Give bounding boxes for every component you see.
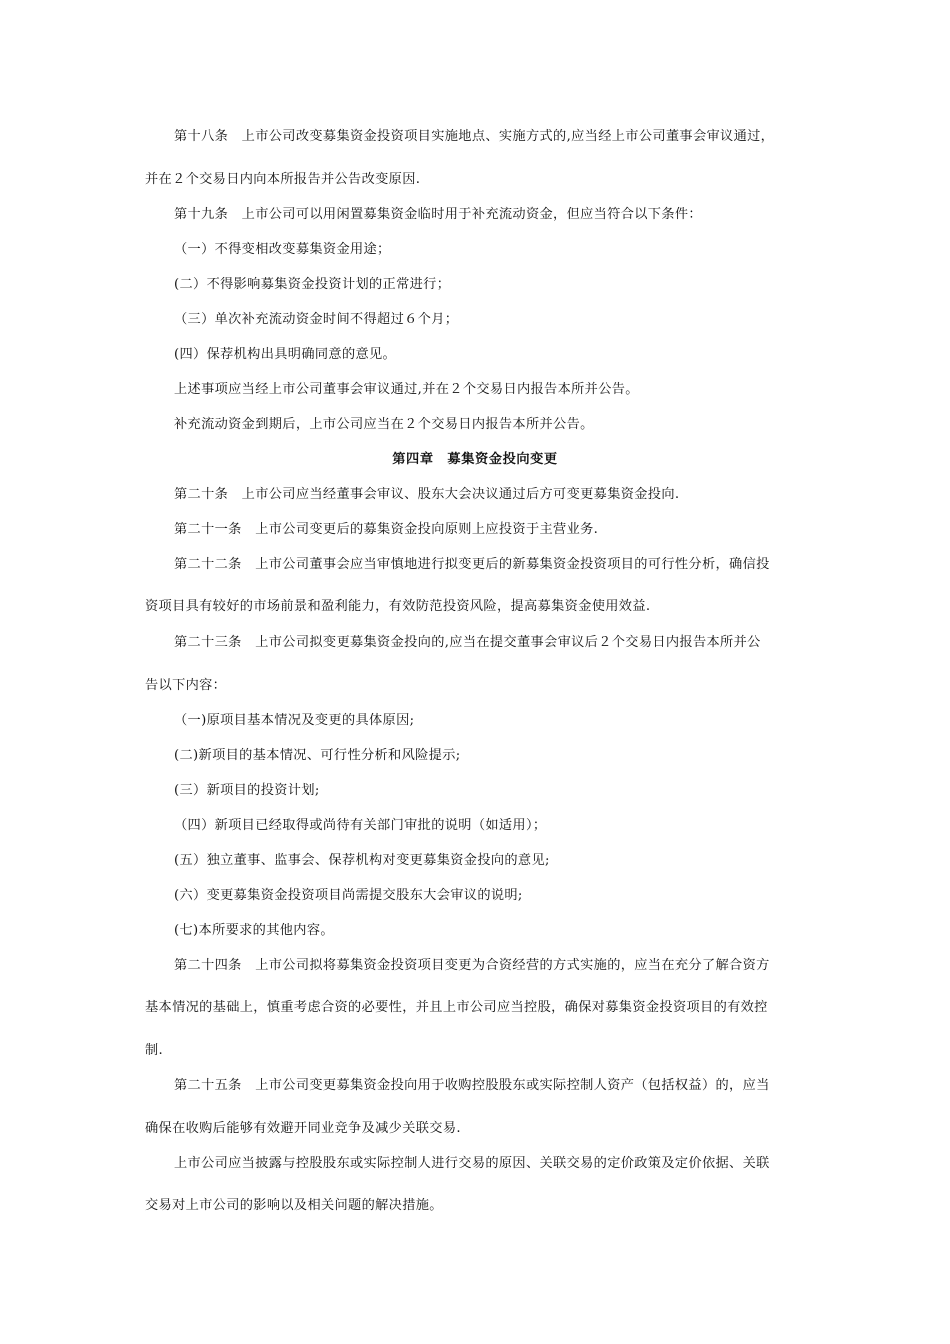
article-22-line-1: 第二十二条 上市公司董事会应当审慎地进行拟变更后的新募集资金投资项目的可行性分析，确信投 (174, 557, 770, 572)
article-19-item-2: (二）不得影响募集资金投资计划的正常进行； (174, 277, 451, 292)
article-19-item-3: （三）单次补充流动资金时间不得超过６个月； (174, 312, 459, 327)
article-23-item-1: （一)原项目基本情况及变更的具体原因; (174, 713, 415, 728)
article-21-line-1: 第二十一条 上市公司变更后的募集资金投向原则上应投资于主营业务. (174, 522, 599, 537)
article-25-para-2-line-2: 交易对上市公司的影响以及相关问题的解决措施。 (145, 1198, 443, 1213)
article-25-line-2: 确保在收购后能够有效避开同业竞争及减少关联交易. (145, 1121, 461, 1136)
article-24-line-2: 基本情况的基础上，慎重考虑合资的必要性，并且上市公司应当控股，确保对募集资金投资项目的有效控 (145, 1000, 768, 1015)
article-18-line-1: 第十八条 上市公司改变募集资金投资项目实施地点、实施方式的,应当经上市公司董事会审议通过， (174, 129, 775, 144)
article-24-line-3: 制. (145, 1043, 164, 1058)
article-19-line-1: 第十九条 上市公司可以用闲置募集资金临时用于补充流动资金，但应当符合以下条件： (174, 207, 702, 222)
article-22-line-2: 资项目具有较好的市场前景和盈利能力，有效防范投资风险，提高募集资金使用效益. (145, 599, 651, 614)
article-25-line-1: 第二十五条 上市公司变更募集资金投向用于收购控股股东或实际控制人资产（包括权益）的，应当 (174, 1078, 770, 1093)
article-23-item-2: (二)新项目的基本情况、可行性分析和风险提示; (174, 748, 461, 763)
chapter-heading: 第四章 募集资金投向变更 (392, 452, 558, 467)
article-19-item-1: （一）不得变相改变募集资金用途； (174, 242, 391, 257)
article-19-item-4: (四）保荐机构出具明确同意的意见。 (174, 347, 397, 362)
article-23-item-7: (七)本所要求的其他内容。 (174, 923, 334, 938)
article-20-line-1: 第二十条 上市公司应当经董事会审议、股东大会决议通过后方可变更募集资金投向. (174, 487, 680, 502)
article-23-line-2: 告以下内容： (145, 678, 227, 693)
article-24-line-1: 第二十四条 上市公司拟将募集资金投资项目变更为合资经营的方式实施的，应当在充分了解合资方 (174, 958, 770, 973)
article-23-item-4: （四）新项目已经取得或尚待有关部门审批的说明（如适用）； (174, 818, 547, 833)
article-23-item-6: (六）变更募集资金投资项目尚需提交股东大会审议的说明; (174, 888, 523, 903)
article-23-line-1: 第二十三条 上市公司拟变更募集资金投向的,应当在提交董事会审议后２个交易日内报告本所并公 (174, 635, 761, 650)
article-18-line-2: 并在２个交易日内向本所报告并公告改变原因. (145, 172, 421, 187)
article-19-para-3: 补充流动资金到期后，上市公司应当在２个交易日内报告本所并公告。 (174, 417, 594, 432)
article-19-para-2: 上述事项应当经上市公司董事会审议通过,并在２个交易日内报告本所并公告。 (174, 382, 639, 397)
article-23-item-5: (五）独立董事、监事会、保荐机构对变更募集资金投向的意见; (174, 853, 550, 868)
article-23-item-3: (三）新项目的投资计划; (174, 783, 320, 798)
article-25-para-2-line-1: 上市公司应当披露与控股股东或实际控制人进行交易的原因、关联交易的定价政策及定价依据、关联 (174, 1156, 770, 1171)
